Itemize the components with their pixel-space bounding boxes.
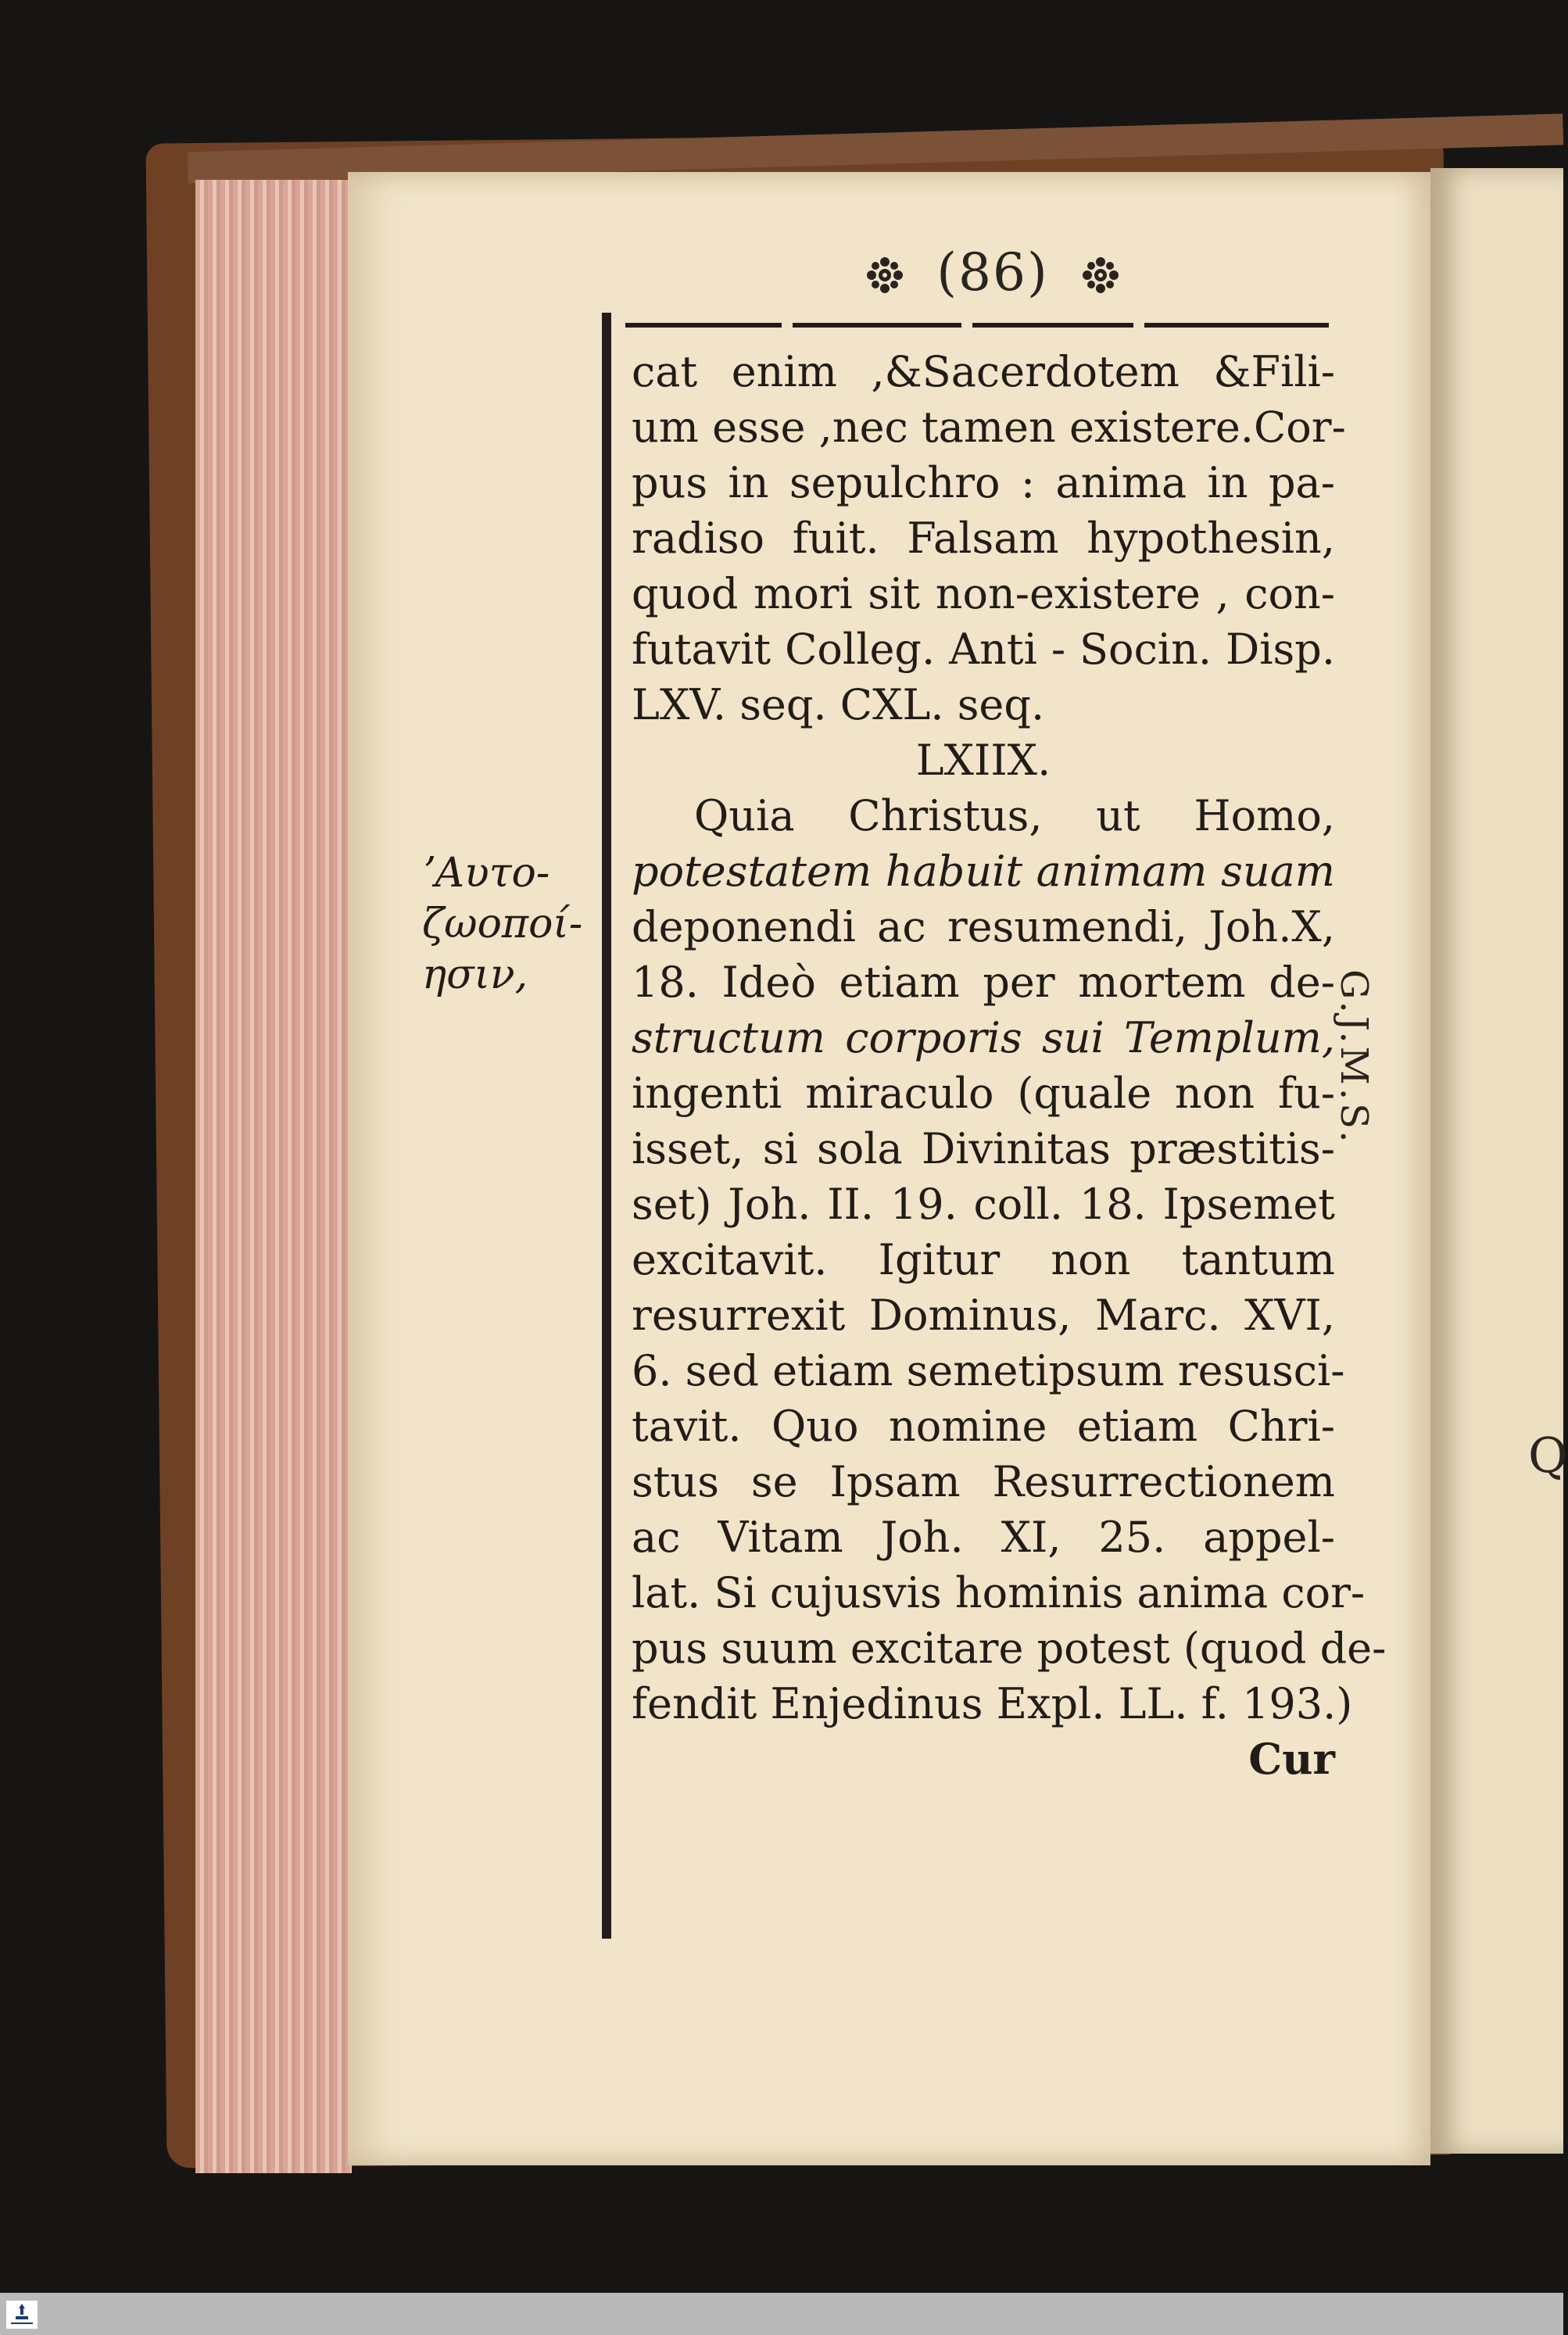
page-number: (86) — [936, 242, 1049, 303]
catchword: Cur — [1248, 1734, 1335, 1784]
side-note: G.J.M.S. — [1332, 969, 1376, 1146]
text-line: stus se Ipsam Resurrectionem — [632, 1457, 1335, 1506]
text-line: 18. Ideò etiam per mortem de- — [632, 958, 1335, 1007]
marginal-line: ζωοποί- — [422, 901, 583, 947]
facing-page-fragment: Q — [1528, 1427, 1568, 1484]
floral-ornament-icon — [1081, 256, 1120, 295]
section-number: LXIIX. — [915, 736, 1051, 785]
text-line: deponendi ac resumendi, Joh.X, — [632, 902, 1335, 951]
text-line: cat enim ,&Sacerdotem &Fili- — [632, 347, 1335, 396]
text-line: futavit Colleg. Anti - Socin. Disp. — [632, 625, 1335, 674]
text-line: isset, si sola Divinitas præstitis- — [632, 1124, 1335, 1173]
header-rule — [625, 321, 1329, 330]
page-edges — [195, 180, 352, 2173]
margin-rule — [602, 313, 611, 1939]
text-line: set) Joh. II. 19. coll. 18. Ipsemet — [632, 1180, 1335, 1229]
marginal-line: ησιν, — [422, 951, 528, 998]
text-line: structum corporis sui Templum, — [632, 1013, 1335, 1062]
viewer-footer-bar — [0, 2293, 1563, 2335]
marginal-note — [422, 848, 583, 1001]
text-line: tavit. Quo nomine etiam Chri- — [632, 1402, 1335, 1451]
text-line: quod mori sit non-existere , con- — [632, 569, 1335, 618]
text-line: LXV. seq. CXL. seq. — [632, 680, 1045, 729]
text-line: fendit Enjedinus Expl. LL. f. 193.) — [632, 1679, 1353, 1728]
text-line: excitavit. Igitur non tantum — [632, 1235, 1335, 1284]
text-line: um esse ,nec tamen existere.Cor- — [632, 403, 1346, 452]
text-line: potestatem habuit animam suam — [632, 847, 1335, 896]
marginal-line: ʼΑυτο- — [422, 850, 550, 897]
text-line: Quia Christus, ut Homo, — [694, 791, 1335, 840]
text-line: radiso fuit. Falsam hypothesin, — [632, 514, 1335, 563]
text-line: ac Vitam Joh. XI, 25. appel- — [632, 1513, 1335, 1562]
text-line: resurrexit Dominus, Marc. XVI, — [632, 1291, 1335, 1340]
page-header — [836, 242, 1149, 303]
text-line: pus suum excitare potest (quod de- — [632, 1624, 1387, 1673]
library-logo-icon — [6, 2301, 38, 2329]
text-line: ingenti miraculo (quale non fu- — [632, 1069, 1335, 1118]
text-line: lat. Si cujusvis hominis anima cor- — [632, 1568, 1366, 1617]
floral-ornament-icon — [865, 256, 904, 295]
text-line: pus in sepulchro : anima in pa- — [632, 458, 1335, 507]
text-line: 6. sed etiam semetipsum resusci- — [632, 1346, 1345, 1395]
facing-page — [1430, 168, 1563, 2154]
